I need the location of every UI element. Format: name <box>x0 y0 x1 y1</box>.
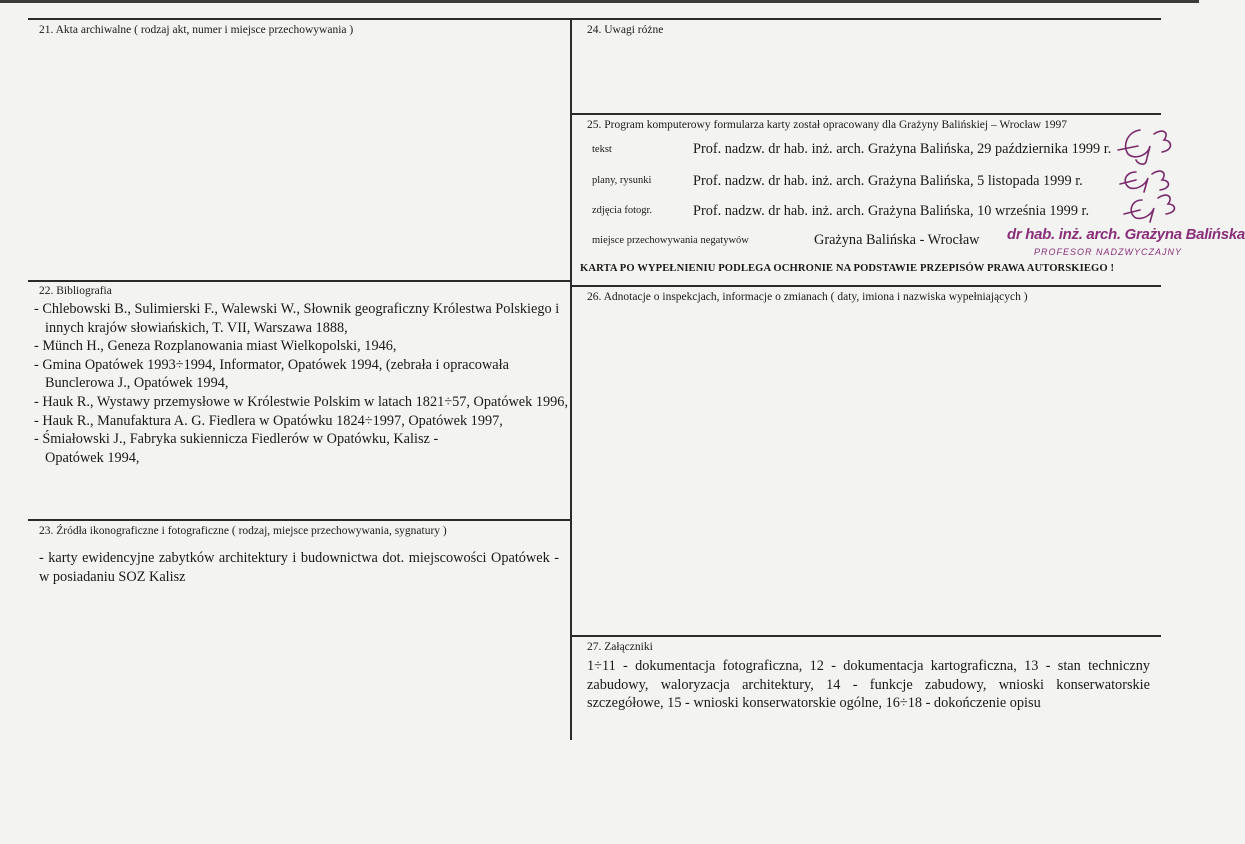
row-key-tekst: tekst <box>592 144 612 155</box>
row-key-zdjecia: zdjęcia fotogr. <box>592 205 653 216</box>
rule-26-27 <box>572 635 1161 637</box>
bibliography-item: - Hauk R., Wystawy przemysłowe w Królestwie Polskim w latach 1821÷57, Opatówek 1996, <box>34 393 569 410</box>
negatives-value: Grażyna Balińska - Wrocław <box>814 232 980 248</box>
bibliography-item: - Hauk R., Manufaktura A. G. Fiedlera w Opatówku 1824÷1997, Opatówek 1997, <box>34 412 503 429</box>
row-key-plany: plany, rysunki <box>592 175 652 186</box>
rule-24-25 <box>572 113 1161 115</box>
rule-22-23 <box>28 519 570 521</box>
row-value-zdjecia: Prof. nadzw. dr hab. inż. arch. Grażyna Balińska, 10 września 1999 r. <box>693 203 1090 219</box>
top-rule <box>28 18 1161 20</box>
section-23-label: 23. Źródła ikonograficzne i fotograficzne ( rodzaj, miejsce przechowywania, sygnatury ) <box>39 525 447 537</box>
section-27-label: 27. Załączniki <box>587 641 653 653</box>
bibliography-item: - Chlebowski B., Sulimierski F., Walewski W., Słownik geograficzny Królestwa Polskiego i innych krajów słowiańskich, T. VII, Warszawa 1888, <box>34 301 560 336</box>
section-25-label: 25. Program komputerowy formularza karty został opracowany dla Grażyny Balińskiej – Wrocław 1997 <box>587 119 1067 131</box>
rule-25-26 <box>572 285 1161 287</box>
row-value-tekst: Prof. nadzw. dr hab. inż. arch. Grażyna Balińska, 29 października 1999 r. <box>693 141 1112 157</box>
copyright-warning: KARTA PO WYPEŁNIENIU PODLEGA OCHRONIE NA PODSTAWIE PRZEPISÓW PRAWA AUTORSKIEGO ! <box>580 263 1115 274</box>
bibliography-item: - Śmiałowski J., Fabryka sukiennicza Fiedlerów w Opatówku, Kalisz - Opatówek 1994, <box>34 431 439 466</box>
bibliography-list <box>34 300 574 467</box>
page-top-edge <box>0 0 1199 3</box>
section-26-label: 26. Adnotacje o inspekcjach, informacje o zmianach ( daty, imiona i nazwiska wypełniających ) <box>587 291 1028 303</box>
section-27-text: 1÷11 - dokumentacja fotograficzna, 12 - dokumentacja kartograficzna, 13 - stan techniczny zabudowy, waloryzacja architektury, 14 - funkcje zabudowy, wnioski konserwatorskie szczegółowe, 15 - wnioski konserwatorskie ogólne, 16÷18 - dokończenie opisu <box>587 658 1150 712</box>
section-23-text: - karty ewidencyjne zabytków architektury i budownictwa dot. miejscowości Opatówek - w posiadaniu SOZ Kalisz <box>39 550 559 585</box>
stamp-name: dr hab. inż. arch. Grażyna Balińska <box>1007 226 1245 243</box>
bibliography-item: - Gmina Opatówek 1993÷1994, Informator, Opatówek 1994, (zebrała i opracowała Bunclerowa J., Opatówek 1994, <box>34 356 509 392</box>
row-value-plany: Prof. nadzw. dr hab. inż. arch. Grażyna Balińska, 5 listopada 1999 r. <box>693 173 1083 189</box>
stamp-title: PROFESOR NADZWYCZAJNY <box>1034 247 1183 257</box>
section-24-label: 24. Uwagi różne <box>587 24 664 36</box>
bibliography-item: - Münch H., Geneza Rozplanowania miast Wielkopolski, 1946, <box>34 338 397 355</box>
signature-initials-icon <box>1118 126 1188 226</box>
rule-21-22 <box>28 280 570 282</box>
section-21-label: 21. Akta archiwalne ( rodzaj akt, numer i miejsce przechowywania ) <box>39 24 354 36</box>
section-22-label: 22. Bibliografia <box>39 285 112 297</box>
negatives-key: miejsce przechowywania negatywów <box>592 235 749 246</box>
